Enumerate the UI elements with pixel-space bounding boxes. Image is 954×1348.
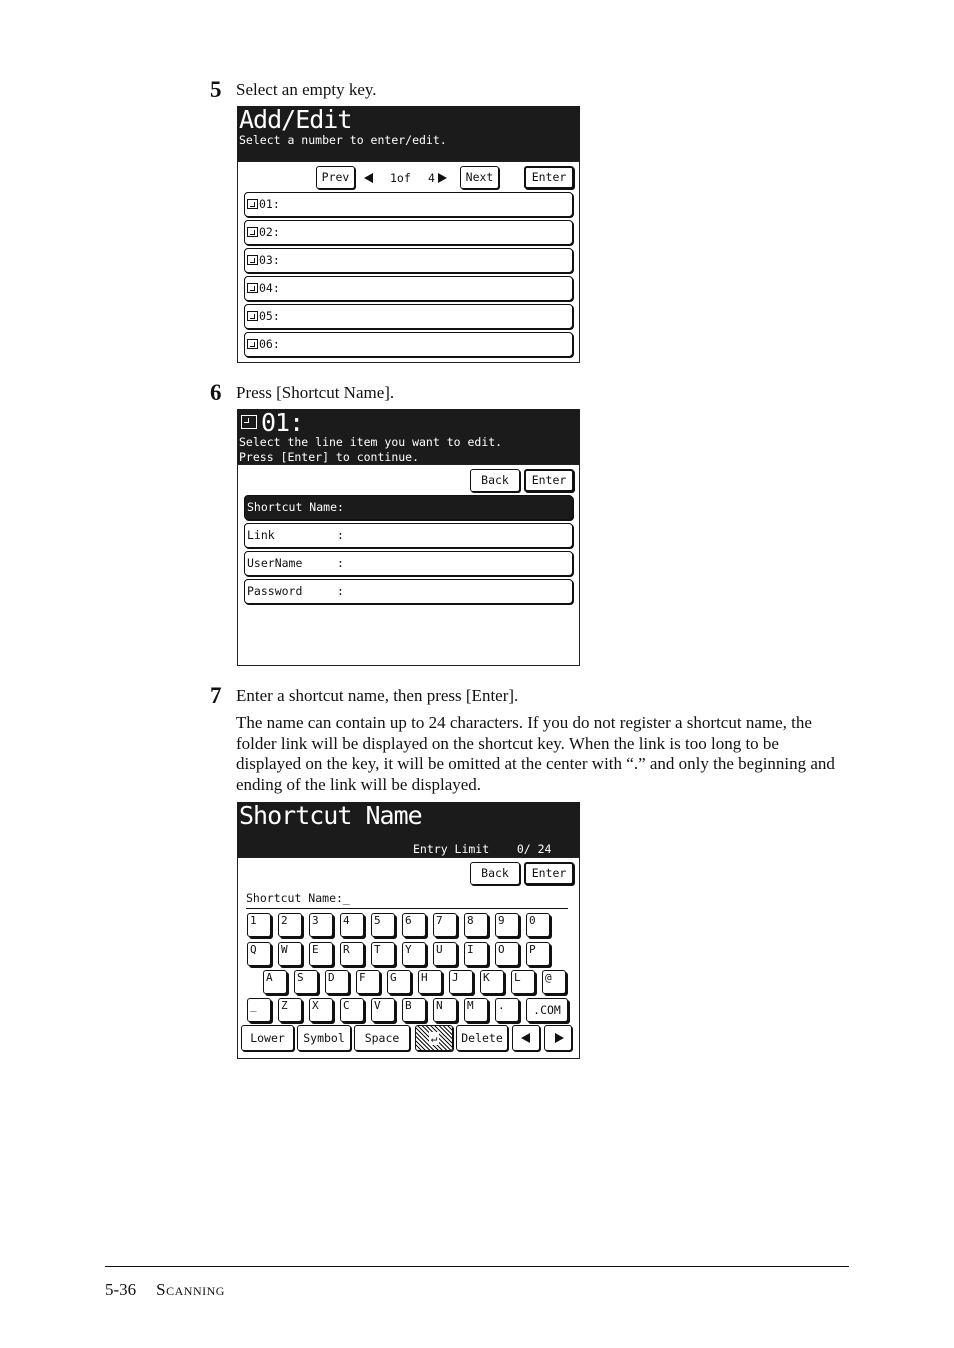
list-item[interactable]: 03: xyxy=(244,248,573,273)
shortcut-name-keyboard-screen xyxy=(237,802,580,1059)
keyboard-key[interactable]: D xyxy=(325,970,349,994)
list-item[interactable]: 02: xyxy=(244,220,573,245)
page-total: 4 xyxy=(428,171,435,185)
shift-button[interactable] xyxy=(415,1025,453,1051)
keyboard-key[interactable]: A xyxy=(263,970,287,994)
link-field[interactable]: Link : xyxy=(244,523,573,548)
keyboard-key[interactable]: @ xyxy=(542,970,566,994)
keyboard-key[interactable]: R xyxy=(340,942,364,966)
keyboard-key[interactable]: 0 xyxy=(526,913,550,937)
keyboard-key[interactable]: O xyxy=(495,942,519,966)
username-field[interactable]: UserName : xyxy=(244,551,573,576)
keyboard-key[interactable]: 1 xyxy=(247,913,271,937)
delete-button[interactable]: Delete xyxy=(456,1025,508,1051)
keyboard-key[interactable]: Z xyxy=(278,998,302,1022)
screen-subtitle: Select a number to enter/edit. xyxy=(239,133,447,147)
keyboard-key[interactable]: T xyxy=(371,942,395,966)
section-name: Scanning xyxy=(156,1280,225,1299)
keyboard-key[interactable]: I xyxy=(464,942,488,966)
prev-button[interactable]: Prev xyxy=(316,166,355,189)
folder-icon xyxy=(247,283,258,293)
folder-icon xyxy=(247,199,258,209)
keyboard-key[interactable]: B xyxy=(402,998,426,1022)
back-button[interactable]: Back xyxy=(470,862,520,885)
keyboard-key[interactable]: L xyxy=(511,970,535,994)
folder-icon xyxy=(241,415,257,429)
keyboard-key[interactable]: 7 xyxy=(433,913,457,937)
next-button[interactable]: Next xyxy=(460,166,499,189)
page-of: 1of xyxy=(390,171,411,185)
step-7-description: The name can contain up to 24 characters. If you do not register a shortcut name, the folder link will be displayed on the shortcut key. When the link is too long to be displayed on the key, it will be omitted at the center with “.” and only the beginning and ending of the link will be displayed. xyxy=(236,713,835,794)
keyboard-key[interactable]: 4 xyxy=(340,913,364,937)
symbol-button[interactable]: Symbol xyxy=(297,1025,351,1051)
keyboard-key[interactable]: 5 xyxy=(371,913,395,937)
space-button[interactable]: Space xyxy=(354,1025,410,1051)
keyboard-key[interactable]: 2 xyxy=(278,913,302,937)
folder-icon xyxy=(247,227,258,237)
right-arrow-icon[interactable] xyxy=(438,173,447,183)
screen-title: 01: xyxy=(241,409,303,437)
screen-body xyxy=(237,161,580,363)
cursor-right-button[interactable] xyxy=(544,1025,572,1051)
step-text: Press [Shortcut Name]. xyxy=(236,383,395,402)
keyboard-key[interactable]: M xyxy=(464,998,488,1022)
enter-button[interactable]: Enter xyxy=(524,166,574,189)
screen-subtitle: Select the line item you want to edit. xyxy=(239,435,503,449)
add-edit-screen xyxy=(237,106,580,363)
screen-subtitle-2: Press [Enter] to continue. xyxy=(239,450,420,464)
password-field[interactable]: Password : xyxy=(244,579,573,604)
keyboard-key[interactable]: C xyxy=(340,998,364,1022)
step-text: Select an empty key. xyxy=(236,80,377,99)
keyboard-key[interactable]: H xyxy=(418,970,442,994)
enter-button[interactable]: Enter xyxy=(524,469,574,492)
keyboard-key[interactable]: 8 xyxy=(464,913,488,937)
keyboard-key[interactable]: F xyxy=(356,970,380,994)
screen-header xyxy=(237,802,580,857)
shortcut-name-field[interactable]: Shortcut Name: xyxy=(244,495,573,520)
keyboard-key[interactable]: 6 xyxy=(402,913,426,937)
left-arrow-icon xyxy=(521,1033,530,1043)
screen-title: Shortcut Name xyxy=(239,801,422,830)
step-text: Enter a shortcut name, then press [Enter]. xyxy=(236,686,519,705)
list-item[interactable]: 05: xyxy=(244,304,573,329)
list-item[interactable]: 06: xyxy=(244,332,573,357)
keyboard-key[interactable]: Y xyxy=(402,942,426,966)
shortcut-name-input[interactable]: Shortcut Name:_ xyxy=(246,888,568,909)
folder-icon xyxy=(247,255,258,265)
keyboard-key[interactable]: J xyxy=(449,970,473,994)
screen-header xyxy=(237,409,580,464)
folder-icon xyxy=(247,311,258,321)
keyboard-key[interactable]: Q xyxy=(247,942,271,966)
screen-header xyxy=(237,106,580,161)
keyboard-key[interactable]: 3 xyxy=(309,913,333,937)
screen-title: Add/Edit xyxy=(239,105,352,134)
left-arrow-icon[interactable] xyxy=(364,173,373,183)
keyboard-key[interactable]: G xyxy=(387,970,411,994)
keyboard-key[interactable]: N xyxy=(433,998,457,1022)
step-number: 6 xyxy=(210,380,222,405)
screen-body xyxy=(237,464,580,666)
footer-rule xyxy=(105,1266,849,1267)
keyboard-key[interactable]: 9 xyxy=(495,913,519,937)
keyboard-key[interactable]: _ xyxy=(247,998,271,1022)
lower-button[interactable]: Lower xyxy=(241,1025,294,1051)
back-button[interactable]: Back xyxy=(470,469,520,492)
list-item[interactable]: 01: xyxy=(244,192,573,217)
right-arrow-icon xyxy=(555,1033,564,1043)
enter-button[interactable]: Enter xyxy=(524,862,574,885)
cursor-left-button[interactable] xyxy=(512,1025,540,1051)
keyboard-key[interactable]: P xyxy=(526,942,550,966)
keyboard-key[interactable]: S xyxy=(294,970,318,994)
keyboard-key[interactable]: V xyxy=(371,998,395,1022)
return-arrow-icon: ↵ xyxy=(430,1032,438,1045)
folder-icon xyxy=(247,339,258,349)
page-number: 5-36 xyxy=(105,1280,137,1299)
keyboard-key[interactable]: U xyxy=(433,942,457,966)
keyboard-key[interactable]: K xyxy=(480,970,504,994)
com-key[interactable]: .COM xyxy=(526,998,568,1022)
screen-body xyxy=(237,857,580,1059)
entry-limit: Entry Limit 0/ 24 xyxy=(413,842,552,856)
shortcut-edit-screen xyxy=(237,409,580,666)
page-footer xyxy=(105,1280,225,1300)
keyboard-key[interactable]: W xyxy=(278,942,302,966)
keyboard-key[interactable]: E xyxy=(309,942,333,966)
keyboard-key[interactable]: . xyxy=(495,998,519,1022)
keyboard-key[interactable]: X xyxy=(309,998,333,1022)
step-number: 5 xyxy=(210,77,222,102)
step-number: 7 xyxy=(210,683,222,708)
list-item[interactable]: 04: xyxy=(244,276,573,301)
